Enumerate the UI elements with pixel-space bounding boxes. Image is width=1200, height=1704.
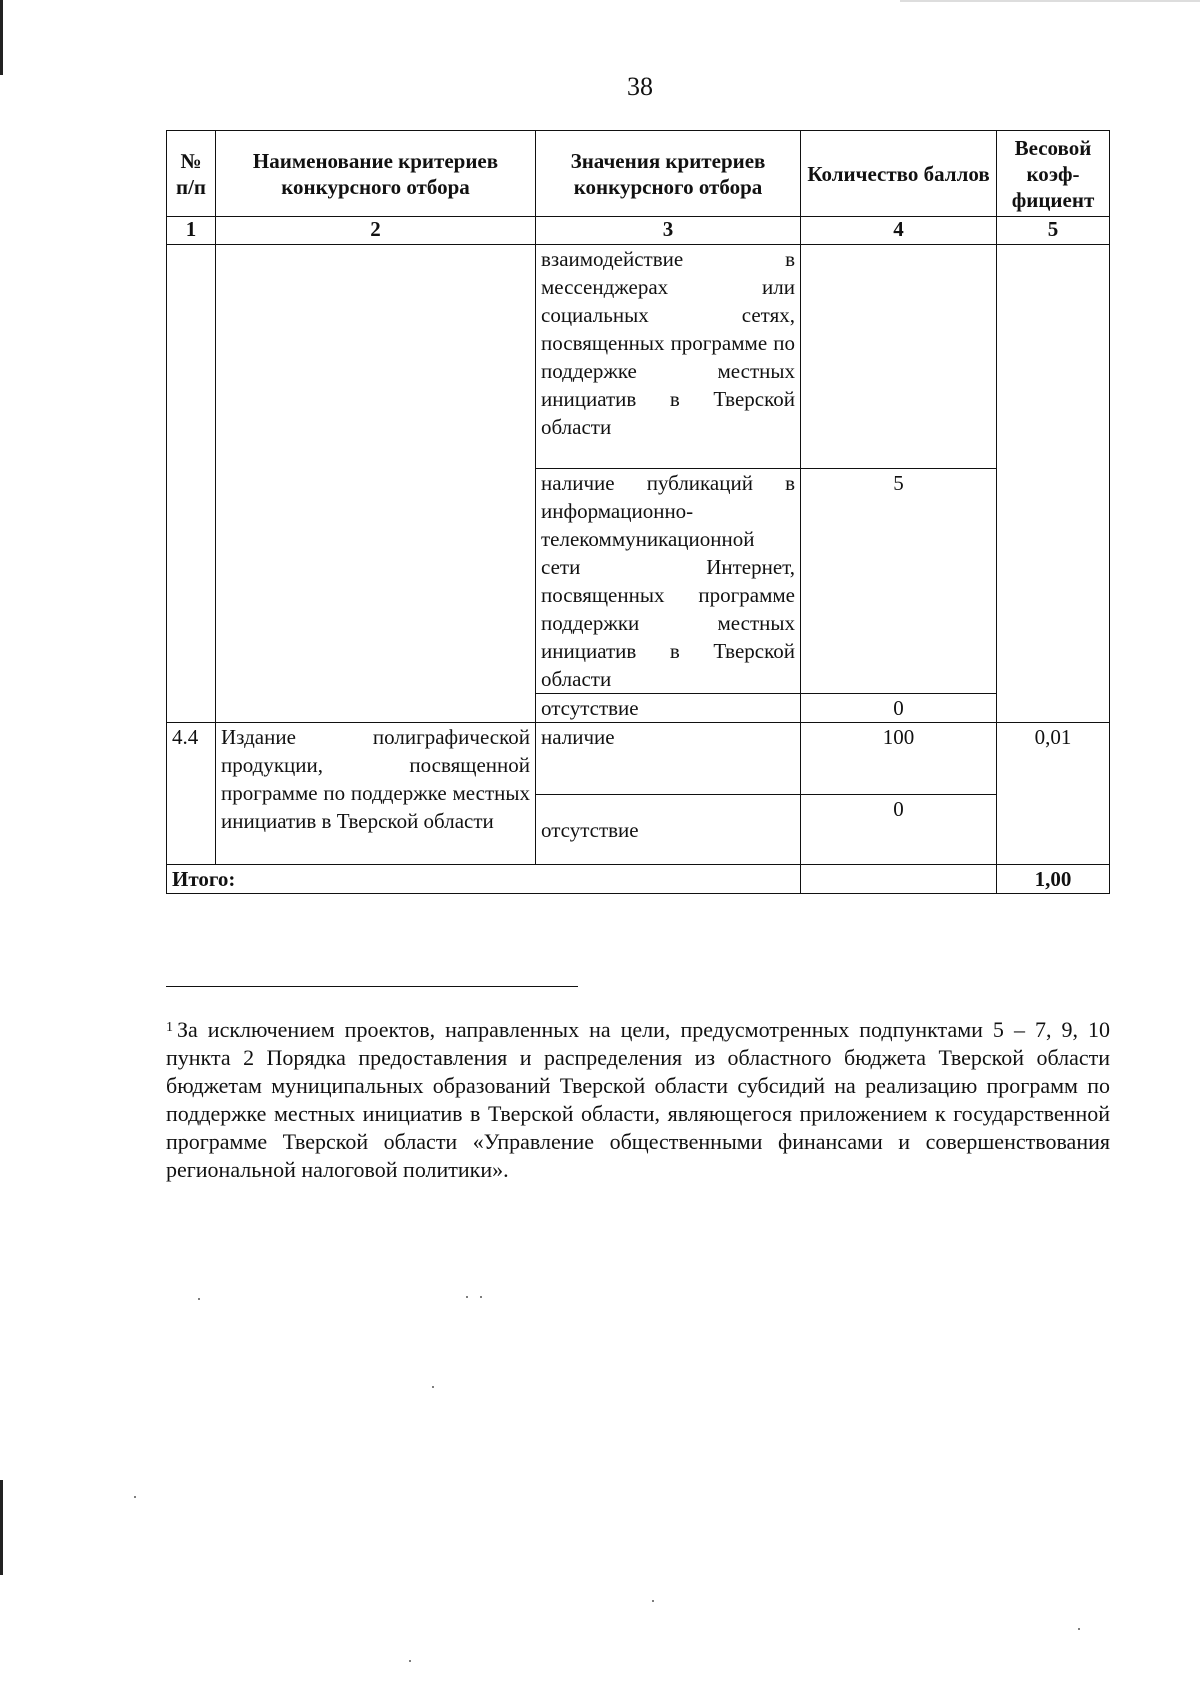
- column-number: 3: [536, 217, 801, 245]
- score-cell: 5: [801, 469, 997, 694]
- scan-speck: [466, 1296, 468, 1298]
- criteria-value-cell: наличие: [536, 723, 801, 795]
- total-weight: 1,00: [997, 865, 1110, 894]
- scan-speck: [198, 1298, 200, 1300]
- total-row: [167, 865, 1110, 894]
- scan-speck: [134, 1496, 136, 1498]
- score-cell: 0: [801, 795, 997, 865]
- score-cell: 0: [801, 694, 997, 723]
- score-cell: [801, 245, 997, 469]
- criteria-value-cell: отсутствие: [536, 694, 801, 723]
- footnote: [166, 1016, 1110, 1184]
- header-number: № п/п: [167, 131, 216, 217]
- criteria-value-cell: взаимодействие в мессенджерах или социальных сетях, посвященных программе по поддержке местных инициатив в Тверской области: [536, 245, 801, 469]
- criteria-table: [166, 130, 1110, 894]
- item-number-cell: 4.4: [167, 723, 216, 865]
- scan-speck: [432, 1386, 434, 1388]
- scan-edge: [900, 0, 1200, 2]
- name-cell-empty: [216, 245, 536, 723]
- total-score-empty: [801, 865, 997, 894]
- weight-cell: 0,01: [997, 723, 1110, 865]
- score-cell: 100: [801, 723, 997, 795]
- footnote-marker: 1: [166, 1020, 173, 1035]
- header-criteria-values: Значения критериев конкурсного отбора: [536, 131, 801, 217]
- page-number: 38: [627, 72, 653, 101]
- column-number: 2: [216, 217, 536, 245]
- item-name-cell: Издание полиграфической продукции, посвященной программе по поддержке местных инициатив в Тверской области: [216, 723, 536, 865]
- criteria-value-cell: отсутствие: [536, 795, 801, 865]
- footnote-separator: [166, 986, 578, 987]
- scan-speck: [1078, 1628, 1080, 1630]
- scan-speck: [652, 1600, 654, 1602]
- number-cell-empty: [167, 245, 216, 723]
- column-number: 5: [997, 217, 1110, 245]
- column-number: 1: [167, 217, 216, 245]
- scan-edge: [0, 0, 3, 75]
- scan-edge: [0, 1480, 3, 1575]
- header-weight: Весовой коэф-фициент: [997, 131, 1110, 217]
- table-row: [167, 723, 1110, 795]
- table-row: [167, 245, 1110, 469]
- weight-cell-empty: [997, 245, 1110, 723]
- criteria-value-cell: наличие публикаций в информационно-телекоммуникационной сети Интернет, посвященных программе поддержки местных инициатив в Тверской области: [536, 469, 801, 694]
- column-number-row: [167, 217, 1110, 245]
- header-score: Количество баллов: [801, 131, 997, 217]
- header-criteria-name: Наименование критериев конкурсного отбора: [216, 131, 536, 217]
- total-label: Итого:: [167, 865, 801, 894]
- scan-speck: [409, 1660, 411, 1662]
- scan-speck: [480, 1296, 482, 1298]
- footnote-text: За исключением проектов, направленных на цели, предусмотренных подпунктами 5 – 7, 9, 10 пункта 2 Порядка предоставления и распределения из областного бюджета Тверской области бюджетам муниципальных образований Тверской области субсидий на реализацию программ по поддержке местных инициатив в Тверской области, являющегося приложением к государственной программе Тверской области «Управление общественными финансами и совершенствования региональной налоговой политики».: [166, 1017, 1110, 1182]
- table-header-row: [167, 131, 1110, 217]
- column-number: 4: [801, 217, 997, 245]
